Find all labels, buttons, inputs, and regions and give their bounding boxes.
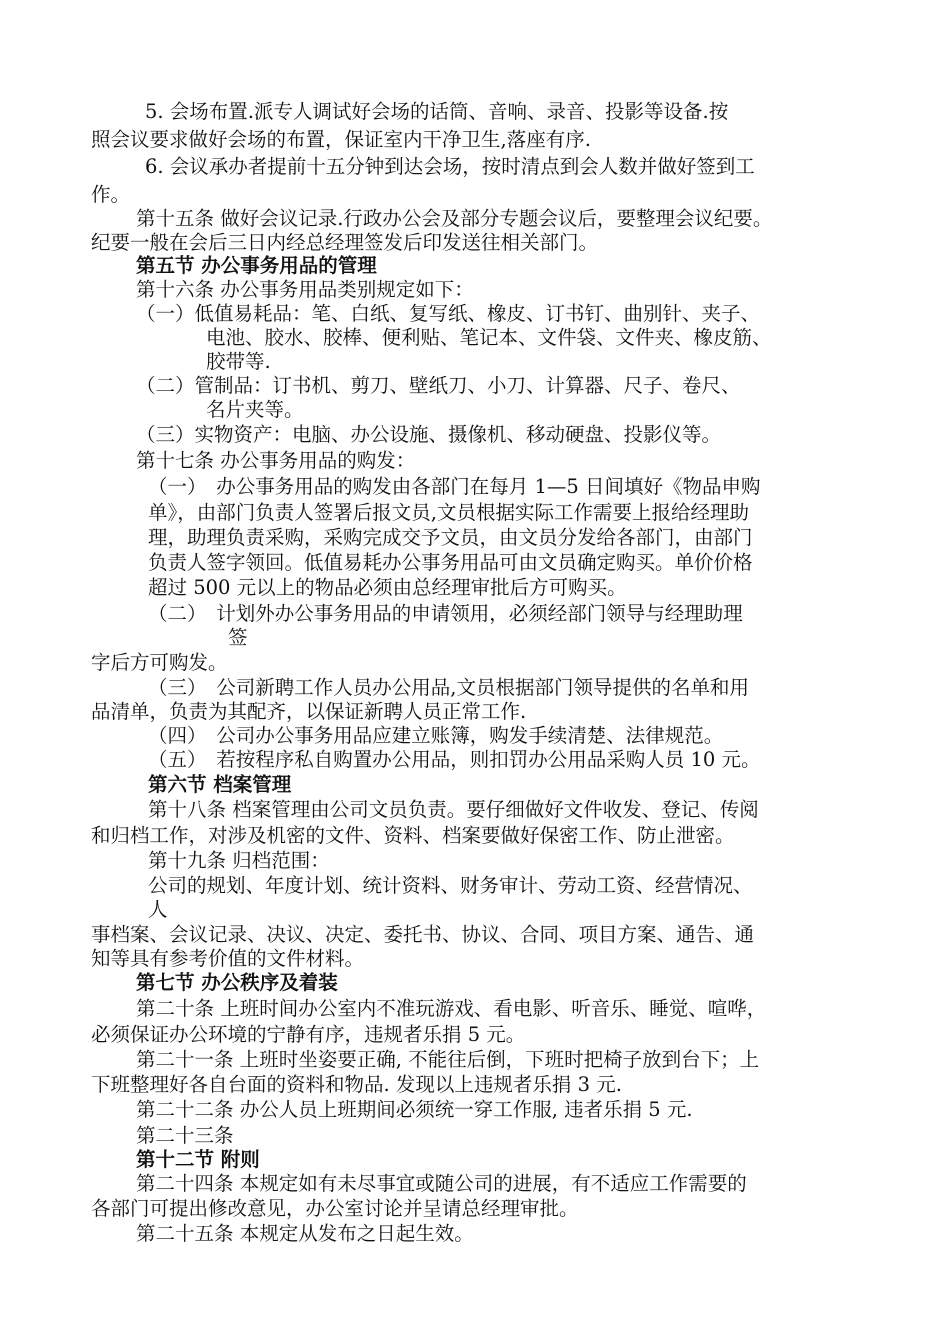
text-line: 负责人签字领回。低值易耗办公事务用品可由文员确定购买。单价价格 xyxy=(148,551,753,574)
text-line: 名片夹等。 xyxy=(206,398,304,421)
text-line: 6. 会议承办者提前十五分钟到达会场，按时清点到会人数并做好签到工 xyxy=(145,155,755,178)
text-line: 品清单，负责为其配齐，以保证新聘人员正常工作. xyxy=(91,700,527,723)
text-line: 第十七条 办公事务用品的购发： xyxy=(136,449,416,472)
text-line: 人 xyxy=(148,898,168,921)
text-line: 第二十条 上班时间办公室内不准玩游戏、看电影、听音乐、睡觉、喧哗， xyxy=(136,997,767,1020)
section-heading: 第十二节 附则 xyxy=(136,1148,260,1171)
text-line: 超过 500 元以上的物品必须由总经理审批后方可购买。 xyxy=(148,576,627,599)
text-line: 第十九条 归档范围： xyxy=(148,849,330,872)
text-line: 5. 会场布置.派专人调试好会场的话筒、音响、录音、投影等设备.按 xyxy=(145,100,729,123)
text-line: 胶带等. xyxy=(206,350,271,373)
text-line: 第十五条 做好会议记录.行政办公会及部分专题会议后，要整理会议纪要。 xyxy=(136,207,773,230)
text-line: 作。 xyxy=(91,183,131,206)
text-line: 下班整理好各自台面的资料和物品. 发现以上违规者乐捐 3 元. xyxy=(91,1073,622,1096)
text-line: 第二十三条 xyxy=(136,1124,234,1147)
text-line: （三） 公司新聘工作人员办公用品,文员根据部门领导提供的名单和用 xyxy=(148,676,749,699)
text-line: （一） 办公事务用品的购发由各部门在每月 1—5 日间填好《物品申购 xyxy=(148,475,761,498)
text-line: 和归档工作，对涉及机密的文件、资料、档案要做好保密工作、防止泄密。 xyxy=(91,824,735,847)
text-line: 第二十一条 上班时坐姿要正确, 不能往后倒，下班时把椅子放到台下；上 xyxy=(136,1048,760,1071)
text-line: 第二十五条 本规定从发布之日起生效。 xyxy=(136,1222,474,1245)
text-line: 第十六条 办公事务用品类别规定如下： xyxy=(136,278,474,301)
text-line: （四） 公司办公事务用品应建立账簿，购发手续清楚、法律规范。 xyxy=(148,724,724,747)
text-line: 理，助理负责采购，采购完成交予文员，由文员分发给各部门，由部门 xyxy=(148,526,753,549)
text-line: 第十八条 档案管理由公司文员负责。要仔细做好文件收发、登记、传阅 xyxy=(148,798,759,821)
text-line: 公司的规划、年度计划、统计资料、财务审计、劳动工资、经营情况、 xyxy=(148,874,753,897)
text-line: （二） 计划外办公事务用品的申请领用，必须经部门领导与经理助理 xyxy=(148,602,743,625)
text-line: （三）实物资产：电脑、办公设施、摄像机、移动硬盘、投影仪等。 xyxy=(136,423,722,446)
text-line: 纪要一般在会后三日内经总经理签发后印发送往相关部门。 xyxy=(91,231,599,254)
text-line: 必须保证办公环境的宁静有序，违规者乐捐 5 元。 xyxy=(91,1023,526,1046)
text-line: 字后方可购发。 xyxy=(91,651,228,674)
text-line: 第二十二条 办公人员上班期间必须统一穿工作服, 违者乐捐 5 元. xyxy=(136,1098,693,1121)
section-heading: 第五节 办公事务用品的管理 xyxy=(136,254,377,277)
text-line: （五） 若按程序私自购置办公用品，则扣罚办公用品采购人员 10 元。 xyxy=(148,748,761,771)
text-line: （二）管制品：订书机、剪刀、壁纸刀、小刀、计算器、尺子、卷尺、 xyxy=(136,374,741,397)
text-line: 签 xyxy=(228,626,248,649)
text-line: 照会议要求做好会场的布置，保证室内干净卫生,落座有序. xyxy=(91,128,591,151)
text-line: 电池、胶水、胶棒、便利贴、笔记本、文件袋、文件夹、橡皮筋、 xyxy=(206,326,772,349)
text-line: 第二十四条 本规定如有未尽事宜或随公司的进展，有不适应工作需要的 xyxy=(136,1172,747,1195)
text-line: 事档案、会议记录、决议、决定、委托书、协议、合同、项目方案、通告、通 xyxy=(91,923,755,946)
text-line: 单》，由部门负责人签署后报文员,文员根据实际工作需要上报给经理助 xyxy=(148,501,749,524)
text-line: 各部门可提出修改意见，办公室讨论并呈请总经理审批。 xyxy=(91,1197,579,1220)
section-heading: 第七节 办公秩序及着装 xyxy=(136,971,338,994)
text-line: 知等具有参考价值的文件材料。 xyxy=(91,947,365,970)
section-heading: 第六节 档案管理 xyxy=(148,773,292,796)
text-line: （一）低值易耗品：笔、白纸、复写纸、橡皮、订书钉、曲别针、夹子、 xyxy=(136,302,761,325)
